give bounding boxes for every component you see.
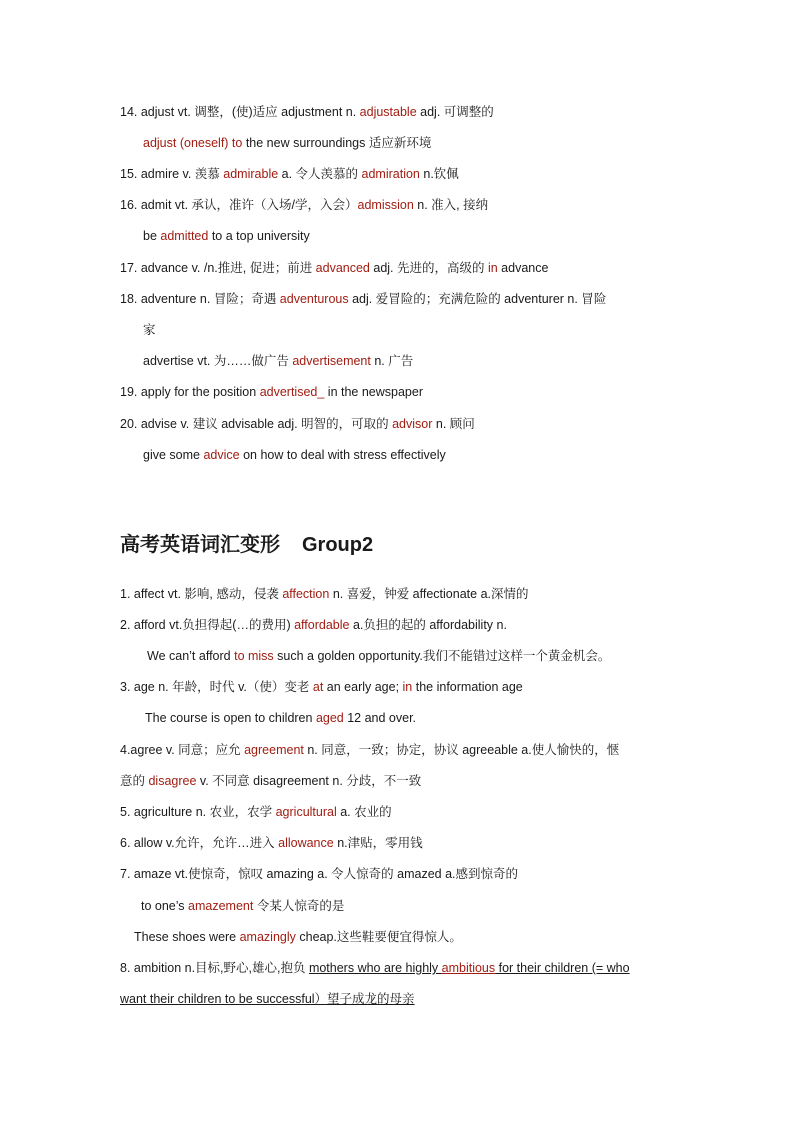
entry-text: an early age; <box>323 680 403 694</box>
entry-text: to a top university <box>208 229 310 243</box>
heading-en: Group2 <box>302 534 374 556</box>
underlined-phrase: for their children (= who <box>495 961 630 975</box>
entry-text: 20. advise v. 建议 advisable adj. 明智的，可取的 <box>120 417 393 431</box>
entry-text: 19. apply for the position <box>120 385 260 399</box>
entry-text: n.钦佩 <box>419 167 459 181</box>
entry-text: the new surroundings 适应新环境 <box>242 136 432 150</box>
entry-text: such a golden opportunity.我们不能错过这样一个黄金机会。 <box>273 649 611 663</box>
entry-text: 意的 <box>120 774 149 788</box>
entry-20-example <box>143 447 446 463</box>
entry-text: to one’s <box>141 899 189 913</box>
entry-g6 <box>120 835 423 851</box>
entry-text: 令某人惊奇的是 <box>253 899 345 913</box>
entry-g7 <box>120 866 518 882</box>
entry-text: n. 同意，一致；协定，协议 agreeable a.使人愉快的，惬 <box>303 743 620 757</box>
entry-text: the information age <box>412 680 523 694</box>
entry-g5 <box>120 804 392 820</box>
entry-g8 <box>120 960 630 976</box>
entry-text: n. 广告 <box>370 354 414 368</box>
highlight-word: agricultural <box>275 805 337 819</box>
entry-text: adj. 可调整的 <box>416 105 494 119</box>
entry-text: n. 喜爱，钟爱 affectionate a.深情的 <box>329 587 529 601</box>
highlight-word: at <box>312 680 324 694</box>
section-heading <box>120 528 373 557</box>
highlight-word: advertisement <box>292 354 371 368</box>
entry-text: v. 不同意 disagreement n. 分歧，不一致 <box>196 774 422 788</box>
highlight-word: to miss <box>234 649 274 663</box>
highlight-word: affordable <box>294 618 350 632</box>
highlight-word: aged <box>315 711 344 725</box>
entry-text: 17. advance v. /n.推进, 促进；前进 <box>120 261 316 275</box>
entry-text: n. 顾问 <box>432 417 475 431</box>
entry-text: adj. 爱冒险的；充满危险的 adventurer n. 冒险 <box>348 292 607 306</box>
entry-20 <box>120 416 475 432</box>
entry-text: 8. ambition n.目标,野心,雄心,抱负 <box>120 961 309 975</box>
highlight-word: in <box>402 680 413 694</box>
entry-17 <box>120 260 548 276</box>
highlight-word: adjustable <box>359 105 417 119</box>
entry-18-advertise <box>143 353 413 369</box>
entry-text: 12 and over. <box>343 711 417 725</box>
entry-g3 <box>120 679 523 695</box>
highlight-word: admirable <box>223 167 279 181</box>
highlight-word: admiration <box>361 167 420 181</box>
entry-text: These shoes were <box>134 930 240 944</box>
entry-14-example <box>143 135 431 151</box>
entry-text: advance <box>497 261 549 275</box>
entry-text: a.负担的起的 affordability n. <box>349 618 507 632</box>
entry-19 <box>120 384 423 400</box>
entry-16 <box>120 197 488 213</box>
entry-text: a. 农业的 <box>336 805 392 819</box>
entry-g7-phrase <box>141 898 344 914</box>
entry-text: The course is open to children <box>145 711 316 725</box>
entry-text: 6. allow v.允许，允许…进入 <box>120 836 279 850</box>
highlight-word: disagree <box>148 774 197 788</box>
entry-text: 16. admit vt. 承认，准许（入场/学，入会） <box>120 198 358 212</box>
entry-text: 7. amaze vt.使惊奇，惊叹 amazing a. 令人惊奇的 amazed a.感到惊奇的 <box>120 867 519 881</box>
entry-text: 18. adventure n. 冒险；奇遇 <box>120 292 280 306</box>
highlight-word: allowance <box>278 836 334 850</box>
entry-text: n. 准入, 接纳 <box>413 198 489 212</box>
entry-text: 2. afford vt.负担得起(…的费用) <box>120 618 295 632</box>
entry-16-example <box>143 228 310 244</box>
entry-text: 15. admire v. 羡慕 <box>120 167 224 181</box>
entry-text: We can’t afford <box>147 649 235 663</box>
entry-text: advertise vt. 为……做广告 <box>143 354 293 368</box>
entry-g1 <box>120 586 529 602</box>
highlight-word: adjust (oneself) to <box>143 136 243 150</box>
entry-14 <box>120 104 494 120</box>
entry-text: cheap.这些鞋要便宜得惊人。 <box>295 930 462 944</box>
entry-text: 家 <box>143 323 156 337</box>
entry-g2 <box>120 617 507 633</box>
entry-g2-example <box>147 648 610 664</box>
heading-cn: 高考英语词汇变形 <box>120 534 280 556</box>
entry-text: 1. affect vt. 影响, 感动，侵袭 <box>120 587 283 601</box>
underlined-phrase: mothers who are highly <box>308 961 442 975</box>
highlight-word: advice <box>203 448 240 462</box>
highlight-word: amazingly <box>239 930 296 944</box>
entry-text: 5. agriculture n. 农业，农学 <box>120 805 276 819</box>
entry-text: n.津贴，零用钱 <box>333 836 423 850</box>
entry-g3-example <box>145 710 416 726</box>
highlight-word: ambitious <box>441 961 496 975</box>
entry-g8-cont <box>120 991 415 1007</box>
entry-text: adj. 先进的，高级的 <box>369 261 488 275</box>
entry-text: on how to deal with stress effectively <box>239 448 446 462</box>
entry-g4-cont <box>120 773 421 789</box>
highlight-word: advertised_ <box>259 385 325 399</box>
entry-text: in the newspaper <box>324 385 423 399</box>
highlight-word: in <box>487 261 498 275</box>
highlight-word: admission <box>357 198 414 212</box>
highlight-word: admitted <box>160 229 209 243</box>
highlight-word: advanced <box>315 261 370 275</box>
entry-18 <box>120 291 606 307</box>
highlight-word: affection <box>282 587 330 601</box>
entry-text: 3. age n. 年龄，时代 v.（使）变老 <box>120 680 313 694</box>
highlight-word: advisor <box>392 417 433 431</box>
entry-15 <box>120 166 459 182</box>
entry-text: a. 令人羡慕的 <box>278 167 362 181</box>
highlight-word: amazement <box>188 899 254 913</box>
underlined-phrase: want their children to be successful）望子成龙的母亲 <box>120 992 415 1006</box>
highlight-word: adventurous <box>279 292 349 306</box>
entry-g4 <box>120 742 619 758</box>
entry-text: be <box>143 229 161 243</box>
entry-text: 14. adjust vt. 调整，(使)适应 adjustment n. <box>120 105 360 119</box>
entry-text: 4.agree v. 同意；应允 <box>120 743 245 757</box>
entry-g7-example <box>134 929 462 945</box>
entry-text: give some <box>143 448 204 462</box>
entry-18-cont <box>143 322 156 338</box>
highlight-word: agreement <box>244 743 304 757</box>
